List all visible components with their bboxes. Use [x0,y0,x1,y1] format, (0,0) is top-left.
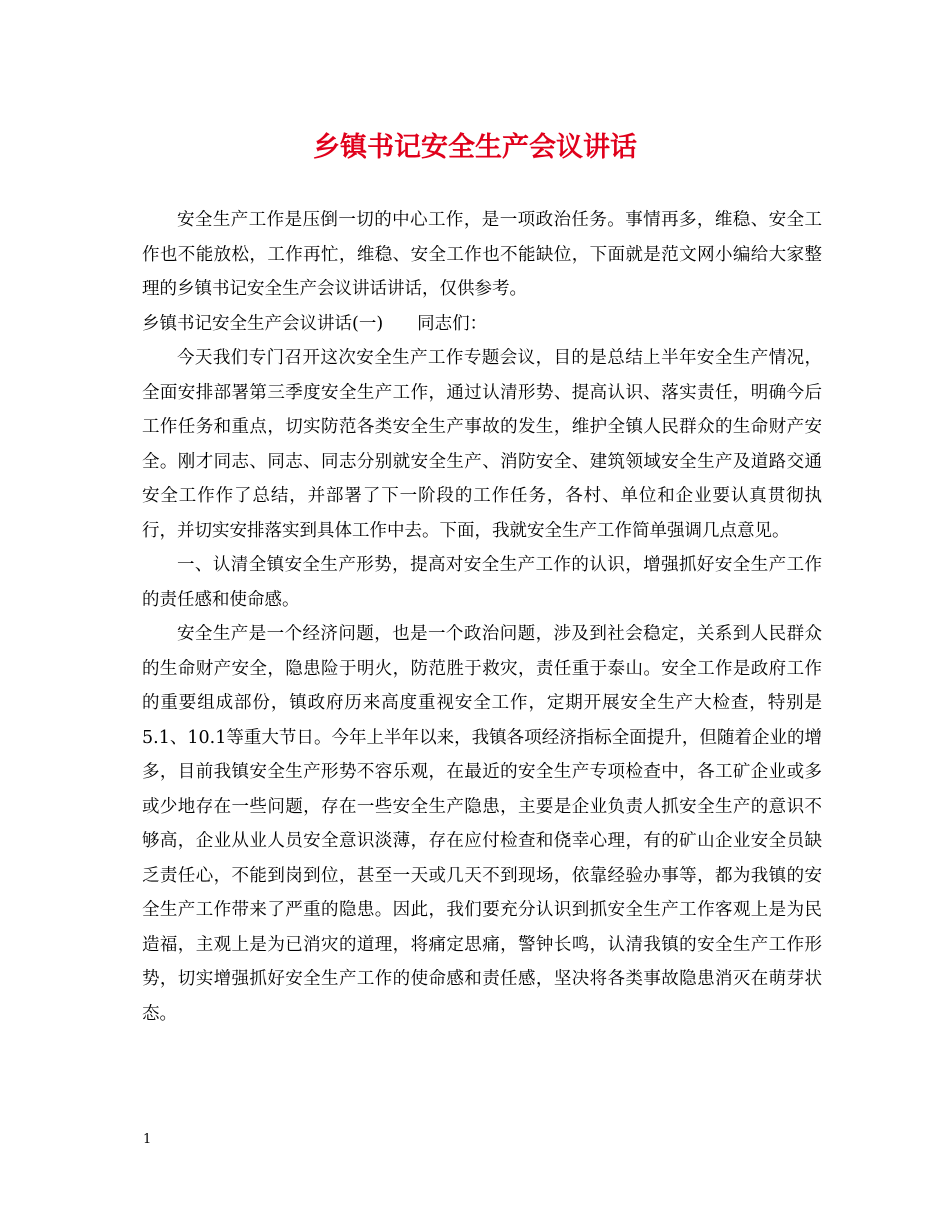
salutation-text: 同志们： [417,313,488,334]
section-subheading [142,307,822,342]
subheading-text: 乡镇书记安全生产会议讲话(一) [142,313,384,334]
document-body [142,203,822,1031]
body-paragraph: 今天我们专门召开这次安全生产工作专题会议，目的是总结上半年安全生产情况，全面安排部署第三季度安全生产工作，通过认清形势、提高认识、落实责任，明确今后工作任务和重点，切实防范各类安全生产事故的发生，维护全镇人民群众的生命财产安全。刚才同志、同志、同志分别就安全生产、消防安全、建筑领域安全生产及道路交通安全工作作了总结，并部署了下一阶段的工作任务，各村、单位和企业要认真贯彻执行，并切实安排落实到具体工作中去。下面，我就安全生产工作简单强调几点意见。 [142,348,822,541]
body-paragraph: 安全生产是一个经济问题，也是一个政治问题，涉及到社会稳定，关系到人民群众的生命财产安全，隐患险于明火，防范胜于救灾，责任重于泰山。安全工作是政府工作的重要组成部份，镇政府历来高度重视安全工作，定期开展安全生产大检查，特别是5.1、10.1等重大节日。今年上半年以来，我镇各项经济指标全面提升，但随着企业的增多，目前我镇安全生产形势不容乐观，在最近的安全生产专项检查中，各工矿企业或多或少地存在一些问题，存在一些安全生产隐患，主要是企业负责人抓安全生产的意识不够高，企业从业人员安全意识淡薄，存在应付检查和侥幸心理，有的矿山企业安全员缺乏责任心，不能到岗到位，甚至一天或几天不到现场，依靠经验办事等，都为我镇的安全生产工作带来了严重的隐患。因此，我们要充分认识到抓安全生产工作客观上是为民造福，主观上是为已消灾的道理，将痛定思痛，警钟长鸣，认清我镇的安全生产工作形势，切实增强抓好安全生产工作的使命感和责任感，坚决将各类事故隐患消灭在萌芽状态。 [142,624,822,1024]
page-number: 1 [143,1132,152,1147]
intro-paragraph: 安全生产工作是压倒一切的中心工作，是一项政治任务。事情再多，维稳、安全工作也不能放松，工作再忙，维稳、安全工作也不能缺位，下面就是范文网小编给大家整理的乡镇书记安全生产会议讲话讲话，仅供参考。 [142,210,822,299]
document-title: 乡镇书记安全生产会议讲话 [313,132,637,163]
section-heading: 一、认清全镇安全生产形势，提高对安全生产工作的认识，增强抓好安全生产工作的责任感和使命感。 [142,555,822,610]
